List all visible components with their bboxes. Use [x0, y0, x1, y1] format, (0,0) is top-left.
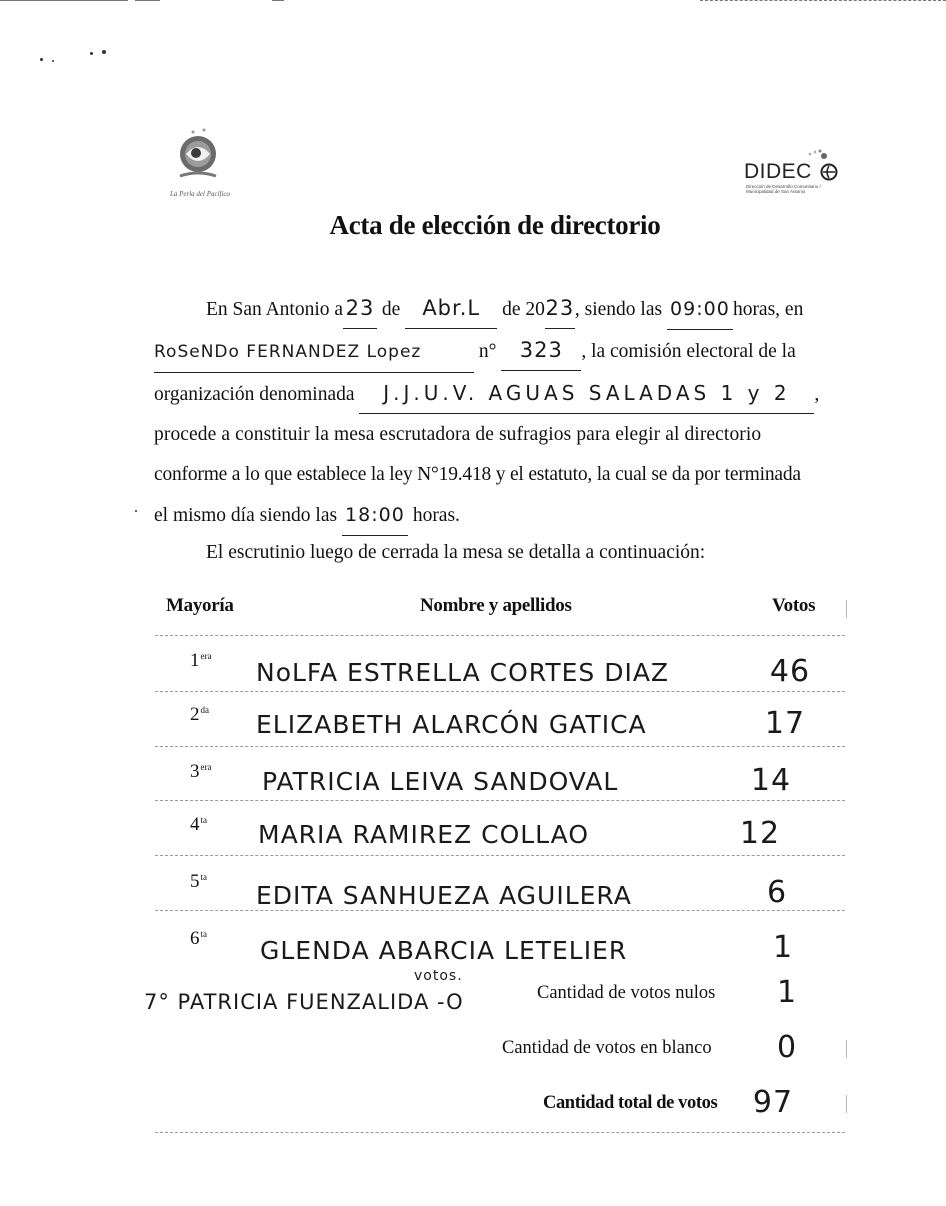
dideco-logo	[744, 140, 844, 200]
start-hour-field: 09:00	[667, 289, 733, 330]
candidate-votes: 1	[772, 930, 794, 965]
scan-top-line	[135, 0, 160, 1]
scan-top-line	[272, 0, 284, 1]
rank-cell: $5^{ta}$	[190, 871, 207, 892]
paragraph-2: El escrutinio luego de cerrada la mesa se detalla a continuación:	[206, 542, 706, 563]
scan-mark	[846, 1040, 847, 1058]
paragraph-line	[154, 288, 844, 330]
number-field: 323	[501, 330, 581, 371]
rank-cell: $1^{era}$	[190, 650, 212, 671]
header-votes: Votos	[772, 595, 816, 616]
paragraph-line	[154, 495, 844, 536]
candidate-name: ELIZABETH ALARCÓN GATICA	[256, 710, 647, 739]
static-text: horas.	[412, 505, 460, 526]
candidate-votes: 6	[766, 875, 788, 910]
candidate-name: EDITA SANHUEZA AGUILERA	[256, 881, 632, 910]
organization-field: J.J.U.V. AGUAS SALADAS 1 y 2	[359, 373, 814, 414]
handwritten-note: votos.	[414, 968, 463, 984]
month-field: Abr.L	[405, 288, 497, 329]
rank-cell: $3^{era}$	[190, 761, 212, 782]
end-hour-field: 18:00	[342, 495, 408, 536]
globe-icon	[820, 163, 838, 181]
paragraph-line: conforme a lo que establece la ley N°19.418 y el estatuto, la cual se da por terminada	[154, 464, 801, 485]
table-bottom-divider	[155, 1132, 845, 1133]
scan-speck	[135, 510, 137, 512]
static-text: n°	[478, 341, 497, 362]
blank-votes-label: Cantidad de votos en blanco	[502, 1038, 712, 1058]
candidate-votes: 17	[764, 706, 806, 741]
table-row	[0, 696, 946, 752]
table-row	[0, 751, 946, 807]
header-rank: Mayoría	[166, 595, 234, 616]
dideco-subtitle: Dirección de Desarrollo Comunitario / Municipalidad de San Antonio	[746, 184, 821, 194]
table-row	[0, 640, 946, 696]
table-row	[0, 916, 946, 972]
static-text: organización denominada	[154, 384, 355, 405]
static-text: , la comisión electoral de la	[581, 341, 796, 362]
static-text: En San Antonio a	[206, 299, 344, 320]
paragraph-line: procede a constituir la mesa escrutadora de sufragios para elegir al directorio	[154, 424, 762, 445]
extra-candidate-handwritten: 7° PATRICIA FUENZALIDA -O	[144, 990, 464, 1014]
candidate-votes: 46	[769, 654, 811, 689]
scan-top-line	[700, 0, 946, 1]
static-text: de	[381, 299, 401, 320]
total-votes-value: 97	[752, 1085, 794, 1120]
scan-speck	[90, 52, 93, 55]
scan-mark	[846, 1095, 847, 1113]
scan-speck	[102, 50, 106, 54]
rank-cell: $6^{ta}$	[190, 928, 207, 949]
header-name: Nombre y apellidos	[420, 595, 572, 616]
scan-mark	[846, 600, 847, 618]
dideco-wordmark: DIDEC	[744, 160, 812, 183]
place-field: RoSeNDo FERNANDEZ Lopez	[154, 332, 474, 373]
year-field: 23	[545, 288, 575, 329]
null-votes-value: 1	[776, 975, 798, 1010]
static-text: de 20	[502, 299, 545, 320]
document-title: Acta de elección de directorio	[329, 210, 661, 240]
table-row	[0, 861, 946, 917]
candidate-votes: 12	[739, 816, 781, 851]
null-votes-label: Cantidad de votos nulos	[537, 983, 716, 1003]
static-text: , siendo las	[574, 299, 663, 320]
rank-cell: $4^{ta}$	[190, 814, 207, 835]
row-divider	[155, 635, 845, 636]
candidate-name: PATRICIA LEIVA SANDOVAL	[262, 767, 619, 796]
scan-top-line	[0, 0, 128, 1]
municipal-logo	[158, 124, 242, 204]
static-text: el mismo día siendo las	[154, 505, 338, 526]
candidate-votes: 14	[750, 763, 792, 798]
paragraph-1	[154, 288, 844, 536]
scan-speck	[52, 60, 54, 62]
candidate-name: GLENDA ABARCIA LETELIER	[260, 936, 628, 965]
static-text: horas, en	[732, 299, 804, 320]
day-field: 23	[343, 288, 377, 329]
static-text: ,	[814, 384, 820, 405]
total-votes-label: Cantidad total de votos	[543, 1093, 718, 1113]
blank-votes-value: 0	[776, 1030, 798, 1065]
scan-speck	[40, 58, 43, 61]
paragraph-line	[154, 373, 844, 415]
table-row	[0, 806, 946, 862]
candidate-name: NoLFA ESTRELLA CORTES DIAZ	[256, 658, 670, 687]
candidate-name: MARIA RAMIREZ COLLAO	[258, 820, 590, 849]
logo-caption: La Perla del Pacífico	[169, 190, 231, 198]
paragraph-line	[154, 330, 844, 373]
rank-cell: $2^{da}$	[190, 704, 209, 725]
